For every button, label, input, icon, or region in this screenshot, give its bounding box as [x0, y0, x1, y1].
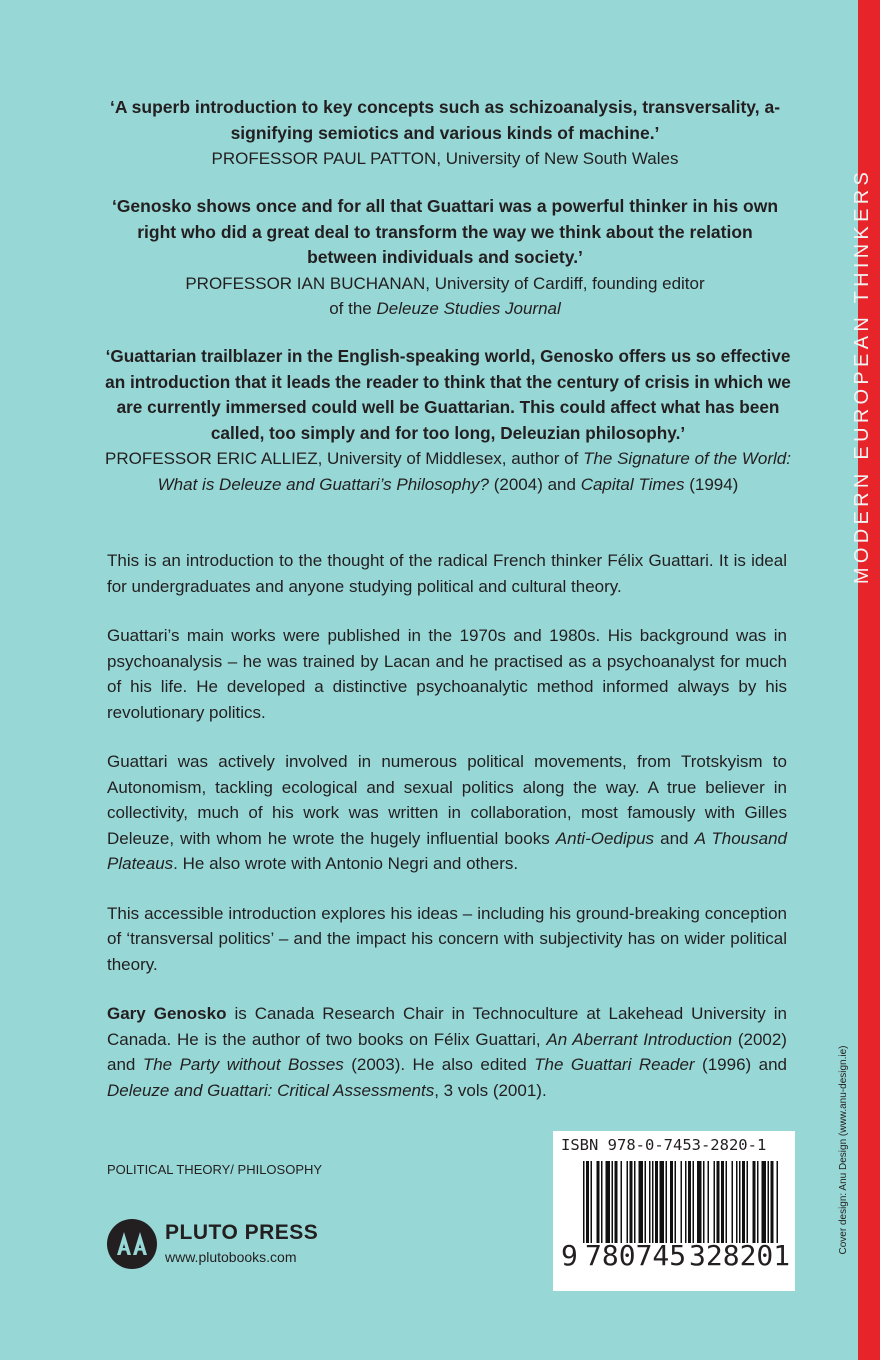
paragraph-collaboration — [107, 749, 787, 877]
barcode-bar — [726, 1161, 728, 1243]
barcode-bar — [634, 1161, 636, 1243]
pluto-press-logo-icon — [107, 1219, 157, 1269]
barcode-bar — [606, 1161, 611, 1243]
barcode-bar — [697, 1161, 702, 1243]
bio-text: (2002) and — [107, 1029, 787, 1074]
series-title — [844, 96, 880, 656]
quote-attribution — [96, 446, 800, 497]
cover-credit-text: Cover design: Anu Design (www.anu-design.ie) — [838, 1045, 849, 1255]
barcode-graphic — [583, 1161, 779, 1243]
barcode-bar — [601, 1161, 603, 1243]
author-bio — [107, 1001, 787, 1103]
barcode-digit-first: 9 — [561, 1239, 578, 1272]
barcode-bar — [768, 1161, 770, 1243]
barcode-bar — [681, 1161, 683, 1243]
barcode-bar — [652, 1161, 654, 1243]
description — [107, 548, 787, 1127]
book-title: The Guattari Reader — [534, 1055, 695, 1074]
attribution-affiliation: , University of New South Wales — [436, 149, 679, 168]
attribution-line: PROFESSOR IAN BUCHANAN, University of Cardiff, founding editor — [185, 273, 705, 293]
barcode-bar — [703, 1161, 705, 1243]
barcode-bar — [688, 1161, 691, 1243]
barcode-bar — [721, 1161, 724, 1243]
bio-text: (2003). He also edited — [343, 1055, 535, 1074]
barcode-bar — [757, 1161, 759, 1243]
attribution-text: (1994) — [684, 474, 739, 494]
barcode-bar — [739, 1161, 741, 1243]
publisher-url: www.plutobooks.com — [165, 1249, 297, 1265]
barcode-bar — [732, 1161, 734, 1243]
barcode-bar — [736, 1161, 738, 1243]
barcode-bar — [630, 1161, 633, 1243]
barcode-bar — [655, 1161, 658, 1243]
barcode-bar — [615, 1161, 618, 1243]
author-name: Gary Genosko — [107, 1004, 227, 1023]
paragraph-intro: This is an introduction to the thought of the radical French thinker Félix Guattari. It is ideal for undergraduates and anyone studying political and cultural theory. — [107, 551, 787, 596]
barcode-bar — [714, 1161, 716, 1243]
barcode-bar — [675, 1161, 677, 1243]
barcode-bar — [717, 1161, 720, 1243]
bio-text: (1996) and — [694, 1055, 788, 1074]
barcode-bar — [771, 1161, 774, 1243]
barcode-digit-group-right: 328201 — [689, 1239, 791, 1272]
attribution-name: PROFESSOR PAUL PATTON — [211, 149, 437, 168]
barcode-bar — [777, 1161, 779, 1243]
cover-credit — [836, 1030, 852, 1270]
paragraph-text: and — [654, 828, 695, 848]
barcode-bar — [583, 1161, 585, 1243]
quote-text: ‘A superb introduction to key concepts such as schizoanalysis, transversality, a-signifying semiotics and various kinds of machine.’ — [109, 97, 781, 143]
barcode-bar — [645, 1161, 647, 1243]
paragraph-background: Guattari’s main works were published in the 1970s and 1980s. His background was in psychoanalysis – he was trained by Lacan and he practised as a psychoanalyst for much of his life. He developed a distinctive psychoanalytic method informed always by his revolutionary politics. — [107, 626, 787, 722]
book-title: The Party without Bosses — [142, 1055, 344, 1074]
barcode-digit-group-left: 780745 — [585, 1239, 687, 1272]
barcode-bar — [753, 1161, 756, 1243]
isbn-label: ISBN 978-0-7453-2820-1 — [561, 1136, 767, 1154]
barcode-digits — [561, 1239, 790, 1272]
barcode-bar — [612, 1161, 614, 1243]
barcode-bar — [742, 1161, 745, 1243]
barcode-panel — [553, 1131, 795, 1291]
endorsement-alliez — [96, 344, 800, 497]
publisher-block — [107, 1219, 347, 1271]
barcode-bar — [591, 1161, 593, 1243]
publisher-name: PLUTO PRESS — [165, 1221, 319, 1244]
paragraph-text: . He also wrote with Antonio Negri and others. — [173, 854, 519, 873]
barcode-bar — [660, 1161, 665, 1243]
book-title: The Signature of the World: What is Deleuze and Guattari’s Philosophy? — [157, 449, 791, 494]
attribution-text: (2004) and — [489, 474, 581, 494]
book-title: An Aberrant Introduction — [546, 1029, 733, 1049]
barcode-bar — [693, 1161, 695, 1243]
attribution-prefix: of the — [329, 299, 377, 318]
book-title: Capital Times — [580, 474, 685, 494]
barcode-bar — [670, 1161, 673, 1243]
book-title: Deleuze and Guattari: Critical Assessments — [107, 1080, 435, 1100]
barcode-bar — [639, 1161, 644, 1243]
barcode-bar — [621, 1161, 623, 1243]
series-title-text: MODERN EUROPEAN THINKERS — [851, 167, 873, 585]
journal-title: Deleuze Studies Journal — [376, 299, 561, 318]
paragraph-text: Guattari was actively involved in numerous political movements, from Trotskyism to Autonomism, tackling ecological and sexual politics along the way. A true believer in collectivity, much of his work was written in collaboration, most famously with Gilles Deleuze, with whom he wrote the hugely influential books — [107, 752, 787, 848]
subject-category: POLITICAL THEORY/ PHILOSOPHY — [107, 1162, 323, 1177]
barcode-bar — [586, 1161, 589, 1243]
attribution-text: PROFESSOR ERIC ALLIEZ, University of Middlesex, author of — [105, 449, 584, 468]
book-title: A Thousand Plateaus — [107, 828, 787, 873]
barcode-bar — [597, 1161, 600, 1243]
barcode-bar — [627, 1161, 629, 1243]
barcode-bar — [708, 1161, 710, 1243]
endorsement-buchanan — [100, 194, 790, 322]
barcode-bar — [666, 1161, 668, 1243]
bio-text: , 3 vols (2001). — [434, 1080, 547, 1100]
paragraph-summary: This accessible introduction explores his ideas – including his ground-breaking conception of ‘transversal politics’ – and the impact his concern with subjectivity has on wider political theory. — [107, 903, 787, 974]
barcode-bar — [649, 1161, 651, 1243]
bio-text: is Canada Research Chair in Technoculture at Lakehead University in Canada. He is the author of two books on Félix Guattari, — [107, 1004, 788, 1049]
quote-text: ‘Guattarian trailblazer in the English-speaking world, Genosko offers us so effective an introduction that it leads the reader to think that the century of crisis in which we are currently immersed could well be Guattarian. This could affect what has been called, too simply and for too long, Deleuzian philosophy.’ — [105, 346, 791, 443]
barcode-bar — [747, 1161, 749, 1243]
barcode-bar — [685, 1161, 687, 1243]
quote-attribution — [100, 146, 790, 172]
book-title: Anti-Oedipus — [555, 828, 655, 848]
quote-text: ‘Genosko shows once and for all that Guattari was a powerful thinker in his own right who did a great deal to transform the way we think about the relation between individuals and society.’ — [111, 196, 779, 267]
endorsement-patton — [100, 95, 790, 172]
attribution-line — [100, 296, 790, 322]
barcode-bar — [762, 1161, 767, 1243]
